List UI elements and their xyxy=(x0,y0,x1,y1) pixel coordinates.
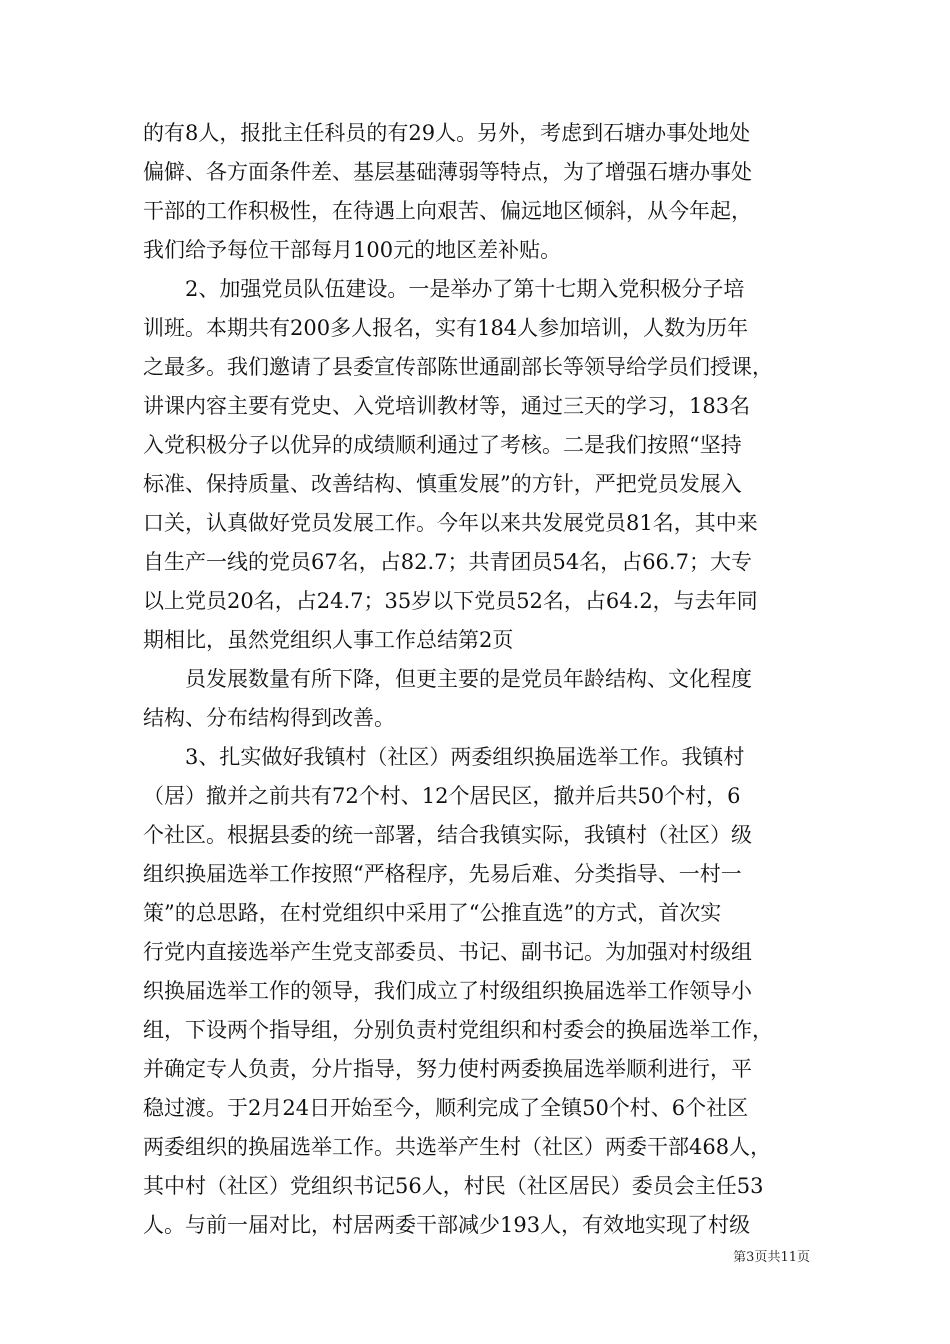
text-line: 结构、分布结构得到改善。 xyxy=(143,706,395,730)
text-line: 偏僻、各方面条件差、基层基础薄弱等特点，为了增强石塘办事处 xyxy=(143,160,752,184)
text-line: 稳过渡。于2月24日开始至今，顺利完成了全镇50个村、6个社区 xyxy=(143,1096,749,1120)
text-line: 标准、保持质量、改善结构、慎重发展”的方针，严把党员发展入 xyxy=(143,472,742,496)
text-line: 其中村（社区）党组织书记56人，村民（社区居民）委员会主任53 xyxy=(143,1174,764,1198)
text-line: 组织换届选举工作按照“严格程序，先易后难、分类指导、一村一 xyxy=(143,862,742,886)
text-line: 两委组织的换届选举工作。共选举产生村（社区）两委干部468人， xyxy=(143,1135,772,1159)
text-line: 训班。本期共有200多人报名，实有184人参加培训，人数为历年 xyxy=(143,316,749,340)
paragraph-3-start: 3、扎实做好我镇村（社区）两委组织换届选举工作。我镇村 xyxy=(185,745,745,769)
text-line: 之最多。我们邀请了县委宣传部陈世通副部长等领导给学员们授课， xyxy=(143,355,773,379)
paragraph-2-start: 2、加强党员队伍建设。一是举办了第十七期入党积极分子培 xyxy=(185,277,745,301)
text-line: 入党积极分子以优异的成绩顺利通过了考核。二是我们按照“坚持 xyxy=(143,433,742,457)
text-line: 自生产一线的党员67名，占82.7；共青团员54名，占66.7；大专 xyxy=(143,550,752,574)
text-line: 期相比，虽然党组织人事工作总结第2页 xyxy=(143,628,514,652)
text-line: 口关，认真做好党员发展工作。今年以来共发展党员81名，其中来 xyxy=(143,511,758,535)
text-line: 的有8人，报批主任科员的有29人。另外，考虑到石塘办事处地处 xyxy=(143,121,751,145)
text-line: 以上党员20名，占24.7；35岁以下党员52名，占64.2，与去年同 xyxy=(143,589,758,613)
text-line: 策”的总思路，在村党组织中采用了“公推直选”的方式，首次实 xyxy=(143,901,722,925)
text-line: 人。与前一届对比，村居两委干部减少193人，有效地实现了村级 xyxy=(143,1213,751,1237)
text-line: 并确定专人负责，分片指导，努力使村两委换届选举顺利进行，平 xyxy=(143,1057,752,1081)
page-number-footer: 第3页共11页 xyxy=(733,1250,810,1265)
text-line: 行党内直接选举产生党支部委员、书记、副书记。为加强对村级组 xyxy=(143,940,752,964)
text-line: 干部的工作积极性，在待遇上向艰苦、偏远地区倾斜，从今年起， xyxy=(143,199,752,223)
text-line: 讲课内容主要有党史、入党培训教材等，通过三天的学习，183名 xyxy=(143,394,751,418)
text-line: 组，下设两个指导组，分别负责村党组织和村委会的换届选举工作， xyxy=(143,1018,773,1042)
text-line: 个社区。根据县委的统一部署，结合我镇实际，我镇村（社区）级 xyxy=(143,823,752,847)
paragraph-continuation: 员发展数量有所下降，但更主要的是党员年龄结构、文化程度 xyxy=(185,667,752,691)
text-line: 我们给予每位干部每月100元的地区差补贴。 xyxy=(143,238,562,262)
text-line: 织换届选举工作的领导，我们成立了村级组织换届选举工作领导小 xyxy=(143,979,752,1003)
text-line: （居）撤并之前共有72个村、12个居民区，撤并后共50个村，6 xyxy=(143,784,741,808)
